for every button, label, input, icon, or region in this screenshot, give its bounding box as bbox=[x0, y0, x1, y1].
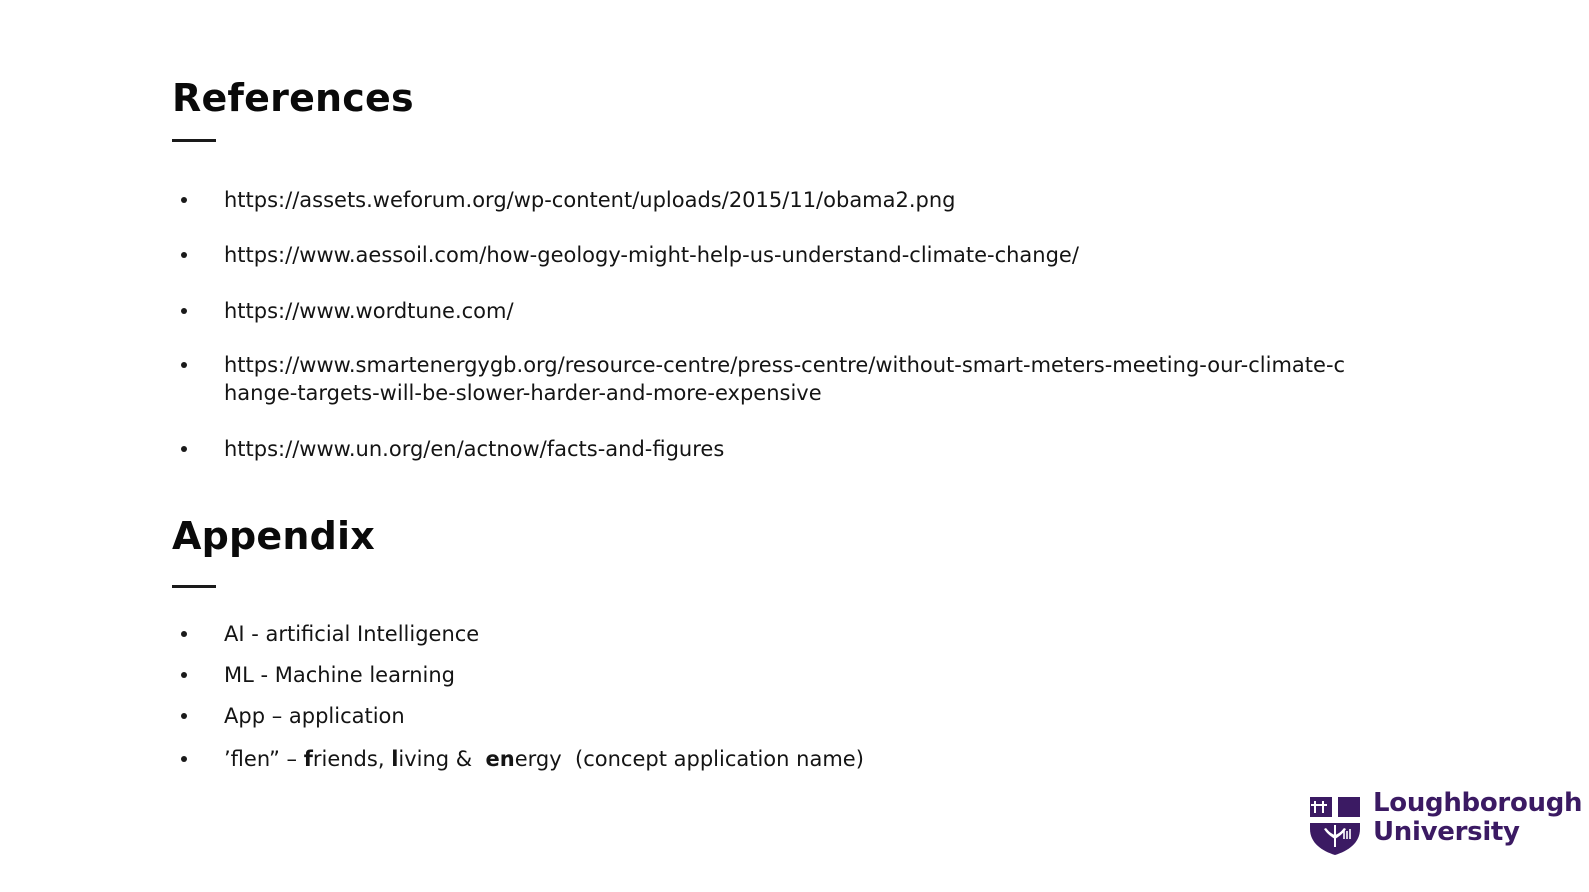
flen-en: en bbox=[485, 747, 515, 771]
bullet-icon bbox=[181, 672, 187, 678]
appendix-item-flen bbox=[224, 745, 1352, 773]
appendix-item-text: AI - artificial Intelligence bbox=[224, 622, 480, 646]
flen-riends: riends, bbox=[312, 747, 392, 771]
references-heading: References bbox=[172, 76, 414, 120]
flen-lead: ’flen” – bbox=[224, 747, 304, 771]
flen-f: f bbox=[303, 747, 313, 771]
appendix-item-text: ML - Machine learning bbox=[224, 663, 455, 687]
flen-ergy: ergy (concept application name) bbox=[514, 747, 864, 771]
reference-link[interactable]: https://www.aessoil.com/how-geology-might-help-us-understand-climate-change/ bbox=[224, 243, 1079, 267]
reference-link[interactable]: https://www.wordtune.com/ bbox=[224, 299, 514, 323]
university-wordmark bbox=[1373, 789, 1582, 847]
appendix-item bbox=[172, 620, 1352, 648]
reference-link[interactable]: https://assets.weforum.org/wp-content/uploads/2015/11/obama2.png bbox=[224, 188, 956, 212]
flen-l: l bbox=[391, 747, 399, 771]
appendix-heading-rule bbox=[172, 585, 216, 588]
reference-item bbox=[172, 435, 1352, 463]
logo-line2: University bbox=[1373, 817, 1520, 847]
flen-iving: iving & bbox=[398, 747, 486, 771]
appendix-item bbox=[172, 702, 1352, 730]
bullet-icon bbox=[181, 197, 187, 203]
bullet-icon bbox=[181, 252, 187, 258]
bullet-icon bbox=[181, 631, 187, 637]
bullet-icon bbox=[181, 756, 187, 762]
appendix-heading: Appendix bbox=[172, 514, 375, 558]
logo-line1: Loughborough bbox=[1373, 788, 1583, 818]
bullet-icon bbox=[181, 362, 187, 368]
university-crest-icon bbox=[1308, 795, 1362, 857]
reference-item bbox=[172, 351, 1352, 407]
reference-item bbox=[172, 186, 1352, 214]
appendix-item bbox=[172, 745, 1352, 773]
appendix-item-text: App – application bbox=[224, 704, 405, 728]
reference-link[interactable]: https://www.smartenergygb.org/resource-centre/press-centre/without-smart-meters-meeting-our-climate-change-targets-will-be-slower-harder-and-more-expensive bbox=[224, 353, 1346, 405]
reference-link[interactable]: https://www.un.org/en/actnow/facts-and-figures bbox=[224, 437, 725, 461]
bullet-icon bbox=[181, 713, 187, 719]
reference-item bbox=[172, 241, 1352, 269]
reference-item bbox=[172, 297, 1352, 325]
loughborough-university-logo bbox=[1308, 788, 1583, 857]
appendix-item bbox=[172, 661, 1352, 689]
references-heading-rule bbox=[172, 139, 216, 142]
bullet-icon bbox=[181, 446, 187, 452]
bullet-icon bbox=[181, 308, 187, 314]
